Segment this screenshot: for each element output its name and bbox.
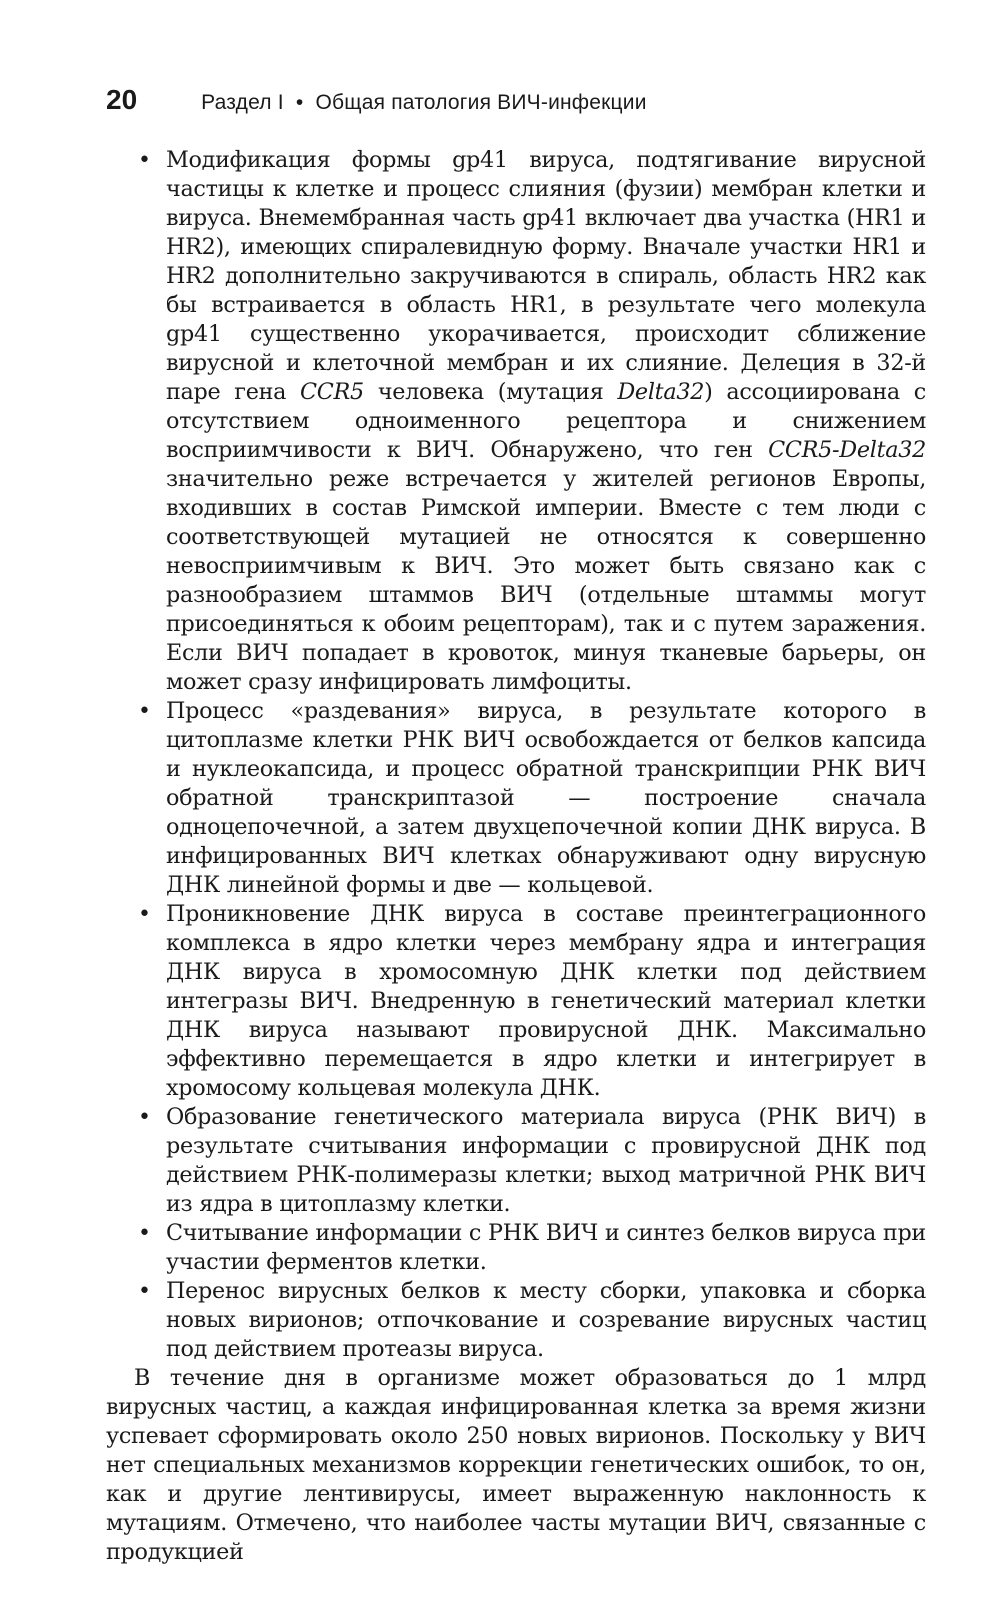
item-text: человека (мутация xyxy=(363,379,618,405)
separator-dot: • xyxy=(295,91,304,114)
item-text: ) ассоциирована с отсутствием одноименного рецептора и снижением восприимчивости к ВИЧ. Обнаружено, что ген xyxy=(166,379,926,463)
mutation-name: Delta32 xyxy=(617,379,705,405)
item-text: Проникновение ДНК вируса в составе преинтеграционного комплекса в ядро клетки через мембрану ядра и интеграция ДНК вируса в хромосомную ДНК клетки под действием интегразы ВИЧ. Внедренную в генетический материал клетки ДНК вируса называют провирусной ДНК. Максимально эффективно перемещается в ядро клетки и интегрирует в хромосому кольцевая молекула ДНК. xyxy=(166,901,926,1101)
bullet-item xyxy=(106,1219,926,1277)
body-paragraph: В течение дня в организме может образоваться до 1 млрд вирусных частиц, а каждая инфицированная клетка за время жизни успевает сформировать около 250 новых вирионов. Поскольку у ВИЧ нет специальных механизмов коррекции генетических ошибок, то он, как и другие лентивирусы, имеет выраженную наклонность к мутациям. Отмечено, что наиболее часты мутации ВИЧ, связанные с продукцией xyxy=(106,1365,926,1565)
item-text: Модификация формы gp41 вируса, подтягивание вирусной частицы к клетке и процесс слияния (фузии) мембран клетки и вируса. Внемембранная часть gp41 включает два участка (HR1 и HR2), имеющих спиралевидную форму. Вначале участки HR1 и HR2 дополнительно закручиваются в спираль, область HR2 как бы встраивается в область HR1, в результате чего молекула gp41 существенно укорачивается, происходит сближение вирусной и клеточной мембран и их слияние. Делеция в 32-й паре гена xyxy=(166,147,926,405)
bullet-item xyxy=(106,900,926,1103)
item-text: Считывание информации с РНК ВИЧ и синтез белков вируса при участии ферментов клетки. xyxy=(166,1220,926,1275)
gene-name: CCR5 xyxy=(300,379,364,405)
gene-name: CCR5-Delta32 xyxy=(768,437,926,463)
bullet-icon: • xyxy=(138,1221,151,1246)
running-head xyxy=(201,91,646,115)
page-header xyxy=(106,84,647,116)
item-text: Перенос вирусных белков к месту сборки, упаковка и сборка новых вирионов; отпочкование и созревание вирусных частиц под действием протеазы вируса. xyxy=(166,1278,926,1362)
bullet-icon: • xyxy=(138,1279,151,1304)
page-number: 20 xyxy=(106,84,138,115)
bullet-item xyxy=(106,697,926,900)
bullet-icon: • xyxy=(138,1105,151,1130)
item-text: Образование генетического материала вируса (РНК ВИЧ) в результате считывания информации с провирусной ДНК под действием РНК-полимеразы клетки; выход матричной РНК ВИЧ из ядра в цитоплазму клетки. xyxy=(166,1104,926,1217)
bullet-icon: • xyxy=(138,699,151,724)
item-text: значительно реже встречается у жителей регионов Европы, входивших в состав Римской империи. Вместе с тем люди с соответствующей мутацией не относятся к совершенно невосприимчивым к ВИЧ. Это может быть связано как с разнообразием штаммов ВИЧ (отдельные штаммы могут присоединяться к обоим рецепторам), так и с путем заражения. Если ВИЧ попадает в кровоток, минуя тканевые барьеры, он может сразу инфицировать лимфоциты. xyxy=(166,466,926,695)
bullet-icon: • xyxy=(138,148,151,173)
bullet-item xyxy=(106,1103,926,1219)
bullet-item xyxy=(106,1277,926,1364)
section-title: Общая патология ВИЧ-инфекции xyxy=(315,91,647,114)
item-text: Процесс «раздевания» вируса, в результате которого в цитоплазме клетки РНК ВИЧ освобождается от белков капсида и нуклеокапсида, и процесс обратной транскрипции РНК ВИЧ обратной транскриптазой — построение сначала одноцепочечной, а затем двухцепочечной копии ДНК вируса. В инфицированных ВИЧ клетках обнаруживают одну вирусную ДНК линейной формы и две — кольцевой. xyxy=(166,698,926,898)
bullet-icon: • xyxy=(138,902,151,927)
section-label: Раздел I xyxy=(201,91,284,114)
page-body xyxy=(106,146,926,1567)
bullet-item xyxy=(106,146,926,697)
